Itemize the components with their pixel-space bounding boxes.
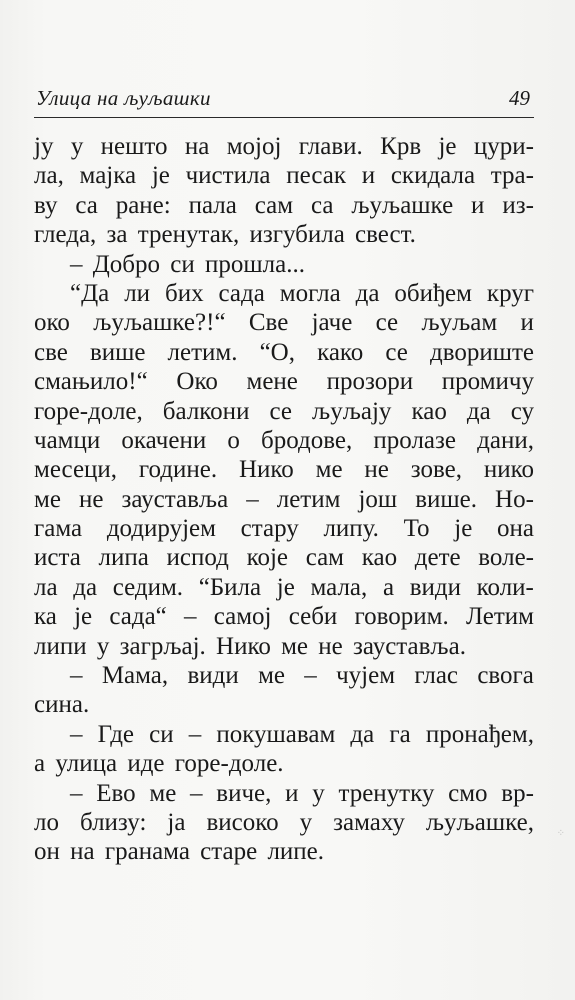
- running-head: [34, 86, 534, 114]
- word: се: [385, 338, 408, 366]
- word: Крв: [380, 133, 422, 160]
- word: ву: [34, 191, 58, 219]
- word: чамци: [34, 426, 101, 454]
- word: мала,: [310, 573, 368, 601]
- word: више.: [415, 485, 477, 513]
- word: обиђем: [394, 279, 472, 307]
- running-title: Улица на љуљашки: [36, 86, 211, 110]
- word: пала: [188, 191, 237, 219]
- word: да: [73, 573, 98, 601]
- word: липу.: [323, 515, 379, 543]
- text-line: а улица иде горе-доле.: [34, 750, 284, 778]
- word: се: [269, 397, 292, 425]
- word: још: [358, 485, 398, 513]
- text-line: [34, 808, 534, 837]
- word: на: [184, 133, 210, 160]
- word: које: [246, 544, 288, 572]
- word: двориште: [429, 338, 534, 366]
- word: –: [304, 662, 317, 690]
- text-line: [34, 308, 534, 337]
- word: је: [276, 573, 295, 601]
- word: да: [355, 279, 380, 307]
- word: како: [317, 338, 364, 366]
- word: пролазе: [373, 426, 456, 454]
- word: ја: [167, 808, 186, 836]
- word: смањило!“: [34, 368, 148, 396]
- word: сам: [305, 544, 345, 572]
- word: замаху: [333, 808, 405, 836]
- word: “Била: [198, 573, 262, 601]
- word: је: [74, 603, 93, 631]
- word: липа: [98, 544, 149, 572]
- word: види: [409, 573, 461, 601]
- word: и: [471, 191, 485, 219]
- word: летим.: [167, 338, 238, 366]
- word: додирујем: [106, 515, 216, 543]
- word: круг: [486, 279, 534, 307]
- text-line: [34, 485, 534, 514]
- word: љуљашке: [351, 191, 454, 219]
- word: ме: [258, 662, 285, 690]
- word: То: [403, 515, 430, 543]
- text-line: гледа, за тренутак, изгубила свест.: [34, 221, 416, 249]
- word: “О,: [259, 338, 295, 366]
- page-number: 49: [509, 86, 530, 110]
- word: се: [375, 309, 399, 337]
- text-line: [34, 367, 534, 396]
- text-line: [34, 720, 534, 749]
- text-line: – Добро си прошла...: [70, 250, 305, 278]
- word: –: [184, 603, 197, 631]
- text-line: [34, 602, 534, 631]
- word: –: [70, 779, 83, 807]
- word: мене: [246, 368, 298, 396]
- word: близу:: [79, 808, 147, 836]
- word: иста: [34, 544, 81, 572]
- word: са: [75, 191, 98, 219]
- word: скидала: [390, 162, 476, 190]
- word: глас: [414, 662, 459, 690]
- word: нешто: [100, 133, 168, 160]
- word: са: [310, 191, 334, 219]
- word: чујем: [336, 662, 396, 690]
- word: летим: [276, 485, 341, 513]
- word: промичу: [441, 368, 534, 396]
- word: горе-доле,: [34, 397, 143, 425]
- word: ме: [315, 456, 343, 484]
- word: глави.: [298, 133, 363, 160]
- word: балкони: [162, 397, 250, 425]
- word: себи: [288, 603, 338, 631]
- word: вр-: [501, 779, 534, 807]
- word: бих: [164, 279, 204, 307]
- word: око: [34, 309, 70, 337]
- word: бродове,: [261, 426, 353, 454]
- word: из-: [502, 191, 534, 219]
- word: љуљашке,: [425, 808, 534, 836]
- word: сада“: [109, 603, 167, 631]
- word: ли: [124, 279, 151, 307]
- word: сам: [254, 191, 294, 219]
- word: ло: [34, 808, 59, 836]
- word: Где: [97, 720, 135, 748]
- word: –: [188, 720, 202, 748]
- text-line: [34, 397, 534, 426]
- word: су: [510, 397, 534, 425]
- word: Око: [176, 368, 218, 396]
- word: испод: [166, 544, 229, 572]
- word: Нико: [238, 456, 294, 484]
- word: дете: [414, 544, 461, 572]
- text-line: он на гранама старе липе.: [34, 838, 325, 866]
- word: у: [312, 779, 325, 807]
- word: и: [285, 779, 299, 807]
- word: године.: [138, 456, 218, 484]
- word: високо: [206, 808, 279, 836]
- text-line: [34, 661, 534, 690]
- word: Летим: [465, 603, 534, 631]
- word: ју: [34, 133, 54, 160]
- word: си: [149, 720, 174, 748]
- word: да: [350, 720, 375, 748]
- word: свога: [477, 662, 534, 690]
- text-line: [34, 338, 534, 367]
- word: могла: [279, 279, 341, 307]
- word: говорим.: [354, 603, 449, 631]
- word: “Да: [70, 279, 110, 307]
- word: не: [78, 485, 104, 513]
- word: покушавам: [216, 720, 336, 748]
- word: –: [70, 662, 83, 690]
- word: Све: [248, 309, 289, 337]
- word: гама: [34, 515, 83, 543]
- word: о: [227, 426, 240, 454]
- text-line: сина.: [34, 691, 90, 719]
- word: у: [70, 133, 84, 160]
- word: је: [438, 133, 457, 160]
- word: ме: [149, 779, 177, 807]
- word: нико: [483, 456, 534, 484]
- word: га: [389, 720, 411, 748]
- word: мајка: [79, 162, 137, 190]
- word: види: [187, 662, 239, 690]
- word: Ево: [96, 779, 136, 807]
- word: у: [299, 808, 313, 836]
- word: седим.: [112, 573, 184, 601]
- word: зауставља: [121, 485, 229, 513]
- word: љуљају: [312, 397, 392, 425]
- word: коли-: [476, 573, 534, 601]
- word: љуљам: [421, 309, 498, 337]
- word: ка: [34, 603, 57, 631]
- word: дани,: [477, 426, 534, 454]
- word: пронађем,: [425, 720, 534, 748]
- text-line: [34, 514, 534, 543]
- word: мојој: [226, 133, 282, 160]
- word: месеци,: [34, 456, 118, 484]
- word: сада: [218, 279, 265, 307]
- text-line: [34, 543, 534, 572]
- word: тра-: [490, 162, 534, 190]
- word: стару: [240, 515, 299, 543]
- word: Но-: [495, 485, 534, 513]
- header-rule: [34, 117, 534, 118]
- text-line: [34, 161, 534, 190]
- text-line: [34, 279, 534, 308]
- word: ла: [34, 573, 58, 601]
- text-line: [34, 191, 534, 220]
- word: самој: [213, 603, 272, 631]
- word: –: [190, 779, 203, 807]
- word: песак: [286, 162, 346, 190]
- word: је: [454, 515, 473, 543]
- word: не: [364, 456, 389, 484]
- word: зове,: [410, 456, 462, 484]
- word: Мама,: [101, 662, 169, 690]
- text-line: [34, 455, 534, 484]
- word: а: [382, 573, 395, 601]
- text-line: липи у загрљај. Нико ме не зауставља.: [34, 632, 466, 660]
- text-line: [34, 426, 534, 455]
- word: је: [151, 162, 170, 190]
- word: љуљашке?!“: [93, 309, 226, 337]
- word: све: [34, 338, 68, 366]
- word: као: [411, 397, 447, 425]
- word: цури-: [473, 133, 534, 160]
- word: тренутку: [338, 779, 435, 807]
- word: јаче: [311, 309, 353, 337]
- word: окачени: [121, 426, 207, 454]
- page-scuff-mark: ⁘: [556, 828, 565, 839]
- word: прозори: [326, 368, 414, 396]
- word: више: [89, 338, 146, 366]
- word: –: [246, 485, 259, 513]
- word: виче,: [216, 779, 272, 807]
- word: и: [520, 309, 534, 337]
- word: она: [497, 515, 534, 543]
- word: ране:: [115, 191, 171, 219]
- word: –: [70, 720, 83, 748]
- word: као: [361, 544, 398, 572]
- word: ла,: [34, 162, 64, 190]
- word: да: [466, 397, 491, 425]
- text-line: [34, 132, 534, 161]
- word: чистила: [185, 162, 271, 190]
- word: воле-: [478, 544, 534, 572]
- word: и: [361, 162, 376, 190]
- word: смо: [448, 779, 488, 807]
- text-line: [34, 779, 534, 808]
- word: ме: [34, 485, 61, 513]
- body-text: [34, 132, 534, 867]
- text-line: [34, 573, 534, 602]
